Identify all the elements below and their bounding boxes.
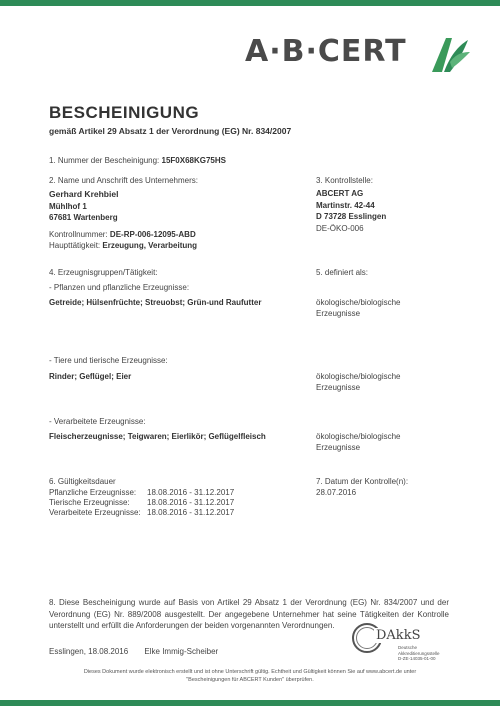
- control-body-code: DE-ÖKO-006: [316, 224, 364, 233]
- footer-line1: Dieses Dokument wurde elektronisch erstellt und ist ohne Unterschrift gültig. Echtheit und Gültigkeit können Sie auf www.abcert.de unter: [83, 669, 417, 675]
- validity-row-value: 18.08.2016 - 31.12.2017: [147, 488, 235, 497]
- validity-row-key: Verarbeitete Erzeugnisse:: [49, 508, 141, 517]
- main-activity-row: [49, 241, 197, 250]
- footer-line2: "Bescheinigungen für ABCERT Kunden" überprüfen.: [186, 677, 314, 683]
- definition-plants-line2: Erzeugnisse: [316, 309, 361, 318]
- legal-basis-paragraph: 8. Diese Bescheinigung wurde auf Basis von Artikel 29 Absatz 1 der Verordnung (EG) Nr. 834/2007 und der Verordnung (EG) Nr. 889/2008 ausgestellt. Der angegebene Unternehmer hat seine Tätigkeiten der Kontrolle unterstellt und erfüllt die Anforderungen der beiden vorgenannten Verordnungen.: [49, 598, 449, 630]
- control-body-label: 3. Kontrollstelle:: [316, 176, 373, 185]
- validity-row: [49, 488, 234, 497]
- plants-value: Getreide; Hülsenfrüchte; Streuobst; Grün-und Raufutter: [49, 298, 262, 307]
- dakks-name: DAkkS: [376, 628, 421, 643]
- footer-note: [0, 668, 500, 684]
- definition-processed-line1: ökologische/biologische: [316, 432, 401, 441]
- abcert-logo: [245, 32, 475, 78]
- operator-street: Mühlhof 1: [49, 202, 87, 211]
- signature-line: [49, 647, 218, 656]
- operator-label: 2. Name und Anschrift des Unternehmers:: [49, 176, 198, 185]
- control-body-name: ABCERT AG: [316, 189, 364, 198]
- processed-value: Fleischerzeugnisse; Teigwaren; Eierlikör; Geflügelfleisch: [49, 432, 266, 441]
- control-number-value: DE-RP-006-12095-ABD: [109, 230, 196, 239]
- definition-plants-line1: ökologische/biologische: [316, 298, 401, 307]
- animals-value: Rinder; Geflügel; Eier: [49, 372, 132, 381]
- control-body-city: D 73728 Esslingen: [316, 212, 387, 221]
- dakks-accreditation-seal: [352, 623, 462, 673]
- control-number-label: Kontrollnummer:: [49, 230, 108, 239]
- definition-processed-line2: Erzeugnisse: [316, 443, 361, 452]
- certificate-number-row: [49, 156, 226, 165]
- product-groups-label: 4. Erzeugnisgruppen/Tätigkeit:: [49, 268, 158, 277]
- inspection-date-label: 7. Datum der Kontrolle(n):: [316, 477, 409, 486]
- operator-name: Gerhard Krehbiel: [49, 189, 119, 199]
- certificate-number-label: 1. Nummer der Bescheinigung:: [49, 156, 160, 165]
- animals-label: - Tiere und tierische Erzeugnisse:: [49, 356, 168, 365]
- dakks-line1: Deutsche: [398, 645, 418, 650]
- validity-row: [49, 508, 234, 517]
- document-subtitle: gemäß Artikel 29 Absatz 1 der Verordnung (EG) Nr. 834/2007: [49, 126, 292, 136]
- validity-row: [49, 498, 234, 507]
- validity-row-value: 18.08.2016 - 31.12.2017: [147, 508, 235, 517]
- main-activity-label: Haupttätigkeit:: [49, 241, 101, 250]
- processed-label: - Verarbeitete Erzeugnisse:: [49, 417, 146, 426]
- logo-text: A·B·CERT: [245, 34, 407, 69]
- validity-row-value: 18.08.2016 - 31.12.2017: [147, 498, 235, 507]
- top-green-bar: [0, 0, 500, 6]
- defined-as-label: 5. definiert als:: [316, 268, 369, 277]
- bottom-green-bar: [0, 700, 500, 706]
- control-body-street: Martinstr. 42-44: [316, 201, 375, 210]
- operator-city: 67681 Wartenberg: [49, 213, 118, 222]
- logo-leaf-icon: [428, 32, 472, 76]
- definition-animals-line1: ökologische/biologische: [316, 372, 401, 381]
- control-number-row: [49, 230, 196, 239]
- dakks-subtext: [398, 645, 440, 662]
- document-title: BESCHEINIGUNG: [49, 103, 200, 122]
- dakks-line2: Akkreditierungsstelle: [398, 650, 440, 656]
- validity-label: 6. Gültigkeitsdauer: [49, 477, 116, 486]
- validity-row-key: Pflanzliche Erzeugnisse:: [49, 488, 137, 497]
- definition-animals-line2: Erzeugnisse: [316, 383, 361, 392]
- place-date: Esslingen, 18.08.2016: [49, 647, 129, 656]
- dakks-line3: D-ZE-14035-01-00: [398, 656, 436, 661]
- inspection-date-value: 28.07.2016: [316, 488, 357, 497]
- certificate-number-value: 15F0X68KG75HS: [161, 156, 226, 165]
- main-activity-value: Erzeugung, Verarbeitung: [102, 241, 198, 250]
- validity-row-key: Tierische Erzeugnisse:: [49, 498, 130, 507]
- signatory-name: Elke Immig-Scheiber: [144, 647, 219, 656]
- plants-label: - Pflanzen und pflanzliche Erzeugnisse:: [49, 283, 190, 292]
